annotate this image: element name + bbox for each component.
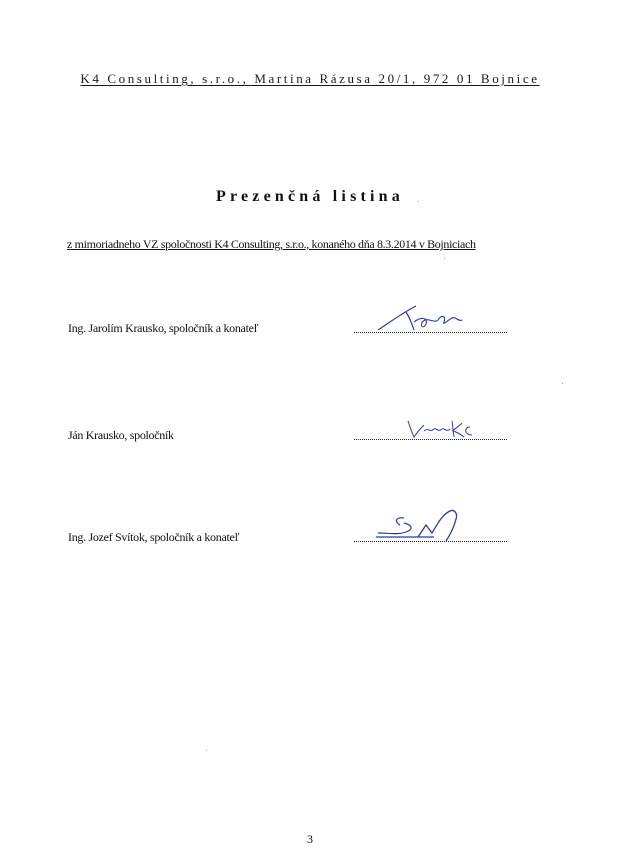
attendee-row xyxy=(0,515,620,545)
scan-speck xyxy=(562,383,563,384)
company-header xyxy=(0,70,620,88)
signature-1 xyxy=(376,304,468,334)
document-subtitle: z mimoriadneho VZ spoločnosti K4 Consulting, s.r.o., konaného dňa 8.3.2014 v Bojniciach xyxy=(67,237,476,251)
scan-speck xyxy=(444,258,445,259)
signature-3 xyxy=(374,507,460,543)
signature-line xyxy=(354,439,507,440)
company-header-text: K4 Consulting, s.r.o., Martina Rázusa 20/1, 972 01 Bojnice xyxy=(80,71,540,86)
page-number: 3 xyxy=(307,832,313,846)
attendee-name: Ján Krausko, spoločník xyxy=(68,428,174,442)
scan-speck xyxy=(418,201,419,202)
document-title: Prezenčná listina xyxy=(216,188,404,205)
attendee-name: Ing. Jozef Svítok, spoločník a konateľ xyxy=(68,530,240,544)
attendee-row xyxy=(0,306,620,336)
signature-line xyxy=(354,541,507,542)
attendee-row xyxy=(0,413,620,443)
signature-2 xyxy=(404,417,476,441)
signature-line xyxy=(354,332,507,333)
scan-speck xyxy=(206,750,207,751)
attendee-name: Ing. Jarolím Krausko, spoločník a konateľ xyxy=(68,321,259,335)
